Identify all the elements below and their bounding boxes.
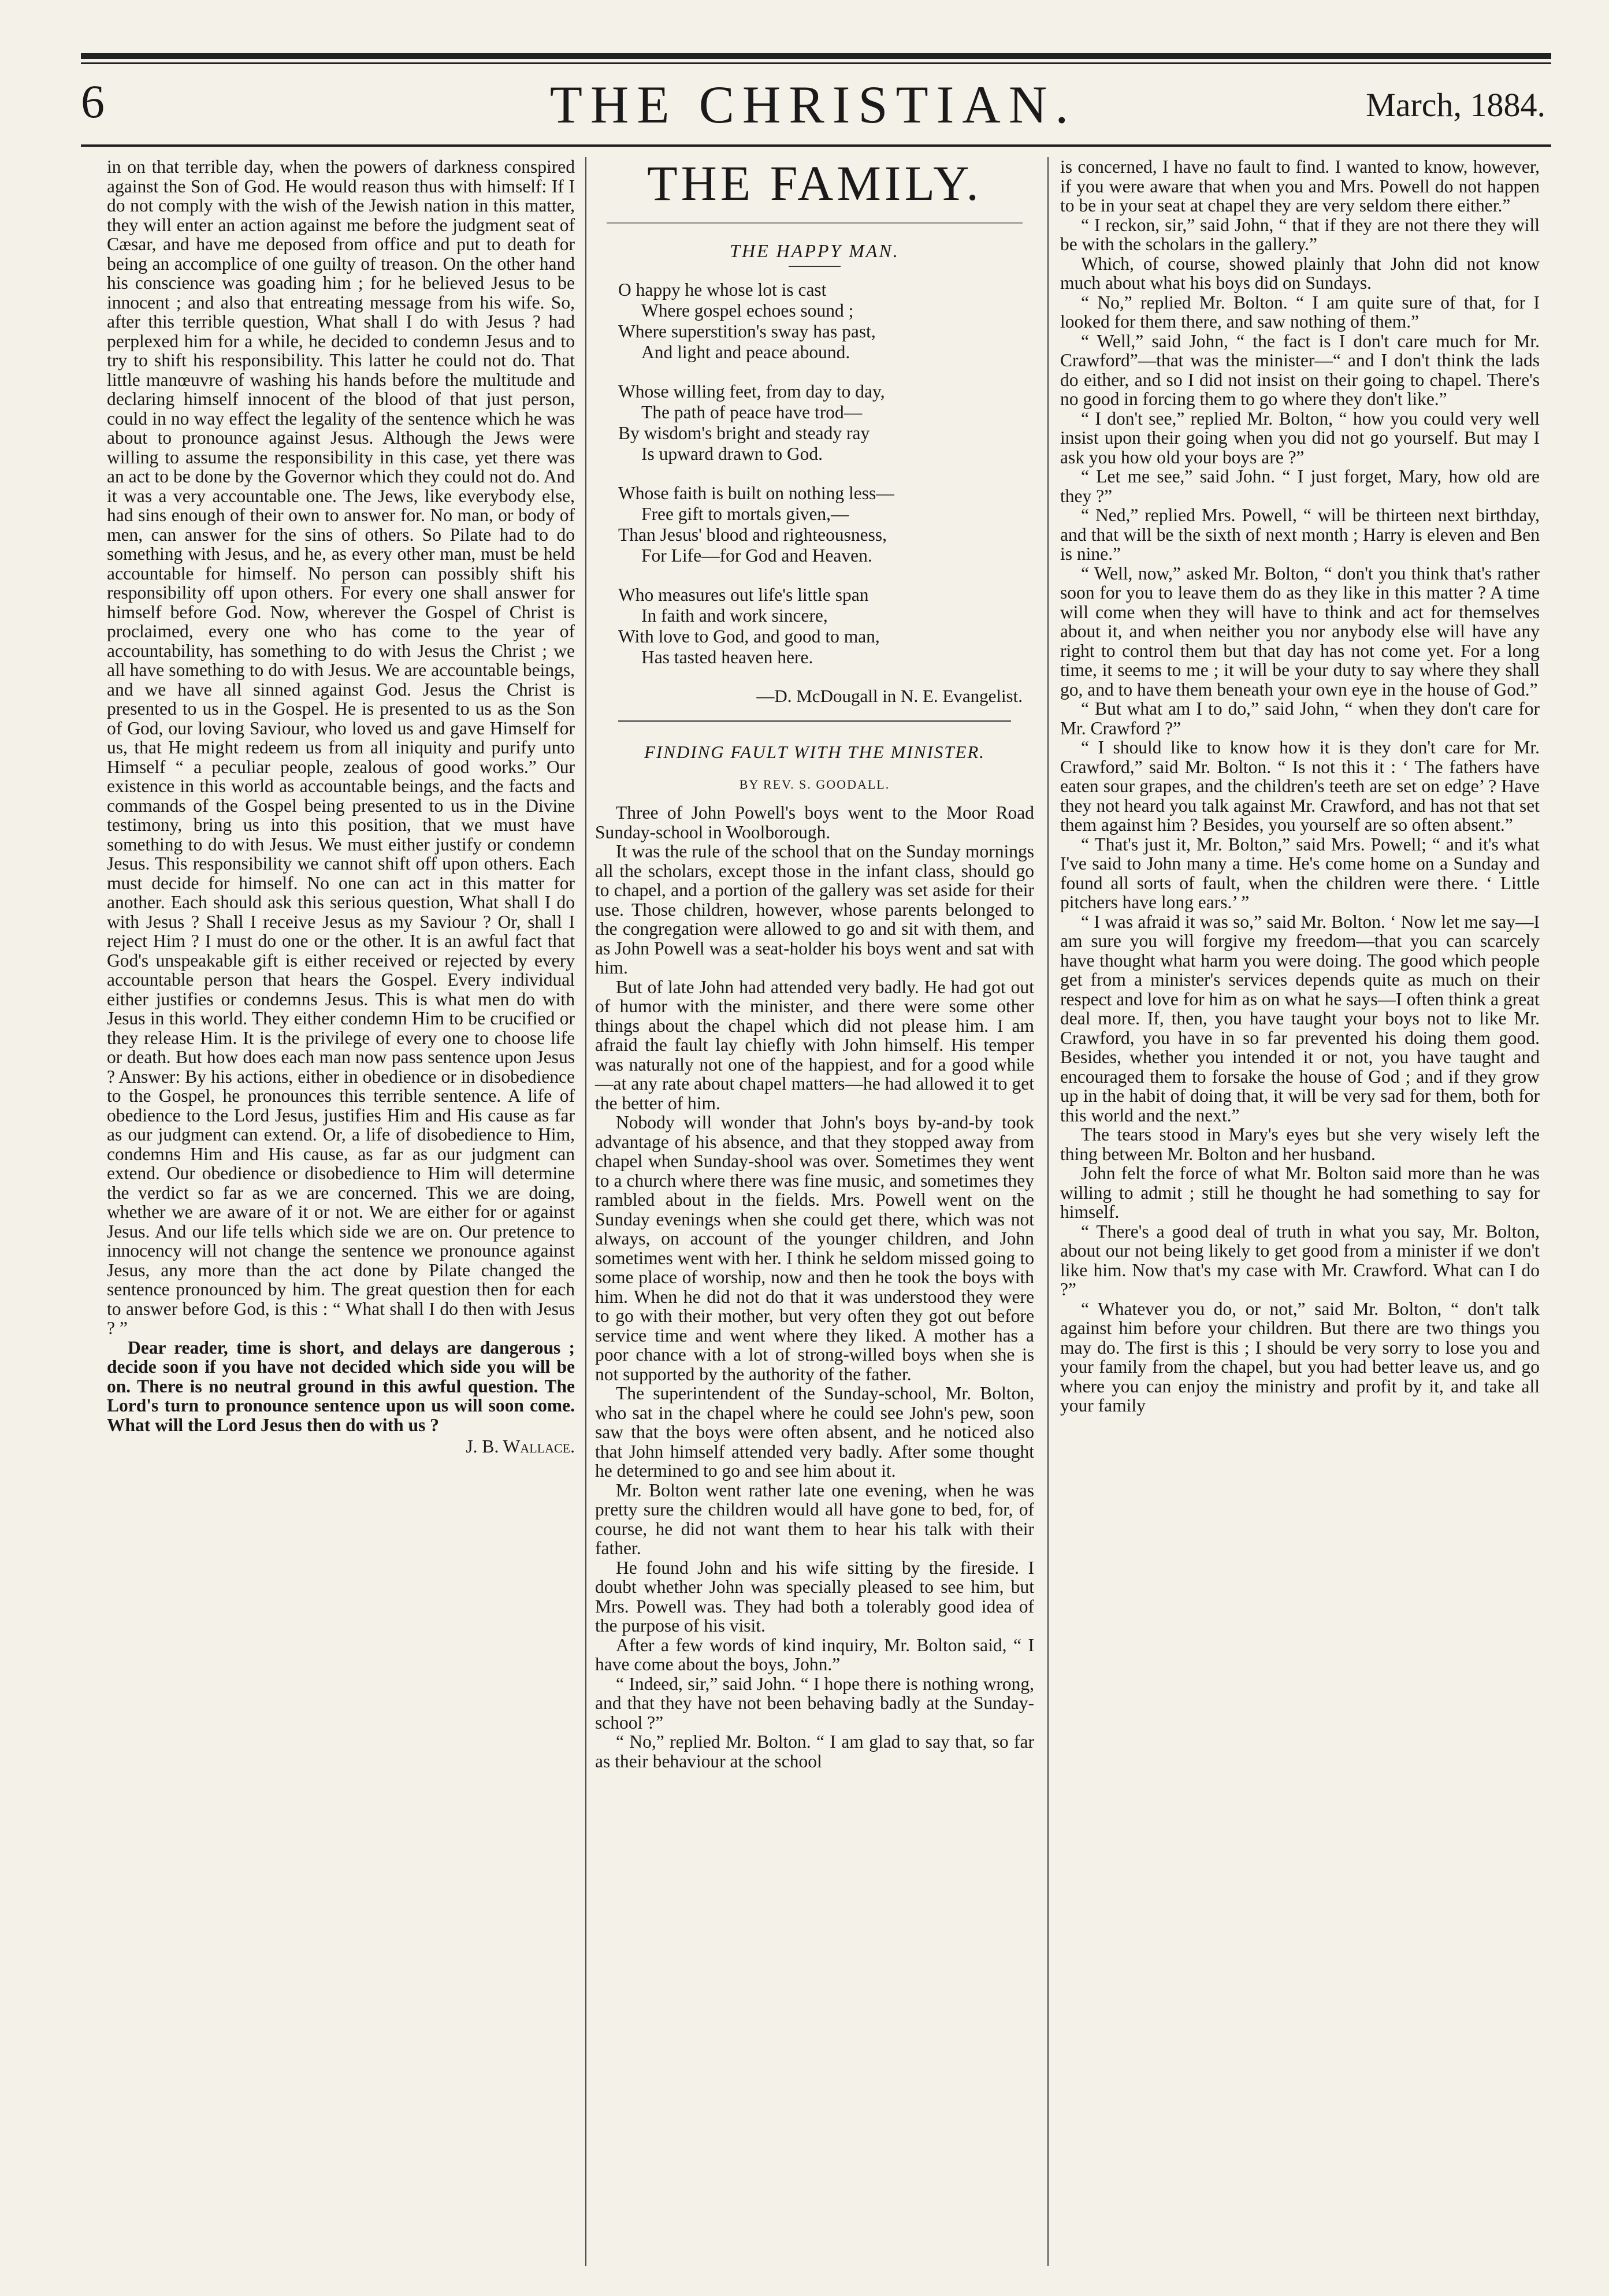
poem-attribution: —D. McDougall in N. E. Evangelist. (756, 685, 1023, 706)
poem-line: By wisdom's bright and steady ray (618, 422, 870, 443)
top-rule (81, 53, 1551, 59)
column-divider (1047, 157, 1049, 2266)
section-rule (607, 222, 1023, 224)
body-paragraph: “ I should like to know how it is they don't care for Mr. Crawford,” said Mr. Bolton. “ Is not this it : ‘ The fathers have eaten sour grapes, and the children's teeth are set on edge’ ? Have they not heard you talk against Mr. Crawford, and has not that set them against him ? Besides, you yourself are so often absent.” (1060, 737, 1540, 835)
poem-line: And light and peace abound. (641, 341, 850, 362)
poem-line: Than Jesus' blood and righteousness, (618, 524, 887, 545)
body-paragraph: The tears stood in Mary's eyes but she very wisely left the thing between Mr. Bolton and her husband. (1060, 1124, 1540, 1164)
body-paragraph: It was the rule of the school that on the Sunday mornings all the scholars, except those in the infant class, should go to chapel, and a portion of the gallery was set aside for their use. Those children, however, whose parents belonged to the congregation were allowed to go and sit with them, and as John Powell was a seat-holder his boys went and sat with him. (595, 841, 1034, 978)
poem-line: Who measures out life's little span (618, 584, 869, 605)
body-paragraph: Three of John Powell's boys went to the Moor Road Sunday-school in Woolborough. (595, 803, 1034, 842)
top-rule-thin (81, 62, 1551, 64)
page-number: 6 (81, 75, 105, 128)
body-paragraph: “ No,” replied Mr. Bolton. “ I am glad to say that, so far as their behaviour at the school (595, 1732, 1034, 1771)
body-paragraph: But of late John had attended very badly. He had got out of humor with the minister, and there were some other things about the chapel which did not please him. I am afraid the fault lay chiefly with John himself. His temper was naturally not one of the happiest, and for a good while—at any rate about chapel matters—he had allowed it to get the better of him. (595, 976, 1034, 1113)
column-1 (107, 157, 575, 1457)
poem-line: The path of peace have trod— (641, 402, 863, 422)
body-paragraph: “ Well, now,” asked Mr. Bolton, “ don't you think that's rather soon for you to leave them do as they like in this matter ? A time will come when they will have to think and act for themselves about it, and when neither you nor anybody else will have any right to control them but that day has not come yet. For a long time, it seems to me ; it will be your duty to say where they shall go, and to have them beneath your own eye in the house of God.” (1060, 563, 1540, 700)
body-paragraph: Mr. Bolton went rather late one evening, when he was pretty sure the children would all have gone to bed, for, of course, he did not want them to hear his talk with their father. (595, 1480, 1034, 1559)
poem-line: Has tasted heaven here. (641, 647, 813, 667)
article-title: FINDING FAULT WITH THE MINISTER. (644, 742, 986, 763)
body-paragraph: in on that terrible day, when the powers of darkness conspired against the Son of God. He would reason thus with himself: If I do not comply with the wish of the Jewish nation in this matter, they will enter an action against me before the judgment seat of Cæsar, and have me deposed from office and put to death for being an accomplice of one guilty of treason. On the other hand his conscience was goading him ; for he believed Jesus to be innocent ; and also that entreating message from his wife. So, after this terrible question, What shall I do with Jesus ? had perplexed him for a while, he decided to condemn Jesus and to try to shift his responsibility. This latter he could not do. That little manœuvre of washing his hands before the multitude and declaring himself innocent of the blood of that just person, could in no way effect the legality of the sentence which he was about to pronounce against Jesus. Although the Jews were willing to assume the responsibility in this case, yet there was an act to be done by the Governor which they could not do. And it was a very accountable one. The Jews, like everybody else, had sins enough of their own to answer for. No man, or body of men, can answer for the sins of others. So Pilate had to do something with Jesus, and he, as every other man, must be held accountable for himself. No person can possibly shift his responsibility off upon others. For every one shall answer for himself before God. Now, wherever the Gospel of Christ is proclaimed, every one who has come to the year of accountability, has something to do with Jesus the Christ ; we all have something to do with Jesus. We are accountable beings, and we have all sinned against God. Jesus the Christ is presented to us in the Gospel. He is presented to us as the Son of God, our loving Saviour, who loved us and gave Himself for us, that He might redeem us from all iniquity and purify unto Himself “ a peculiar people, zealous of good works.” Our existence in this world as accountable beings, and the facts and commands of the Gospel being presented to us in the Divine testimony, bring us into this position, that we must have something to do with Jesus. We must either justify or condemn Jesus. This responsibility we cannot shift off upon others. Each must decide for himself. No one can act in this matter for another. Each should ask this serious question, What shall I do with Jesus ? Shall I receive Jesus as my Saviour ? Or, shall I reject Him ? I must do one or the other. It is an awful fact that God's unspeakable gift is either received or rejected by every accountable person that hears the Gospel. Every individual either justifies or condemns Jesus. This is what men do with Jesus in this world. They either condemn Him to be crucified or they release Him. It is the privilege of every one to choose life or death. But how does each man now pass sentence upon Jesus ? Answer: By his actions, either in obedience or in disobedience to the Gospel, he pronounces this terrible sentence. A life of obedience to the Lord Jesus, justifies Him and His cause as far as our judgment can extend. Or, a life of disobedience to Him, condemns Him and His cause, as far as our judgment can extend. Our obedience or disobedience to Him will determine the verdict so far as we are concerned. This we are doing, whether we are aware of it or not. We are either for or against Jesus. And our life tells which side we are on. Our pretence to innocency will not change the sentence we pronounce against Jesus, any more than the act done by Pilate changed the sentence pronounced by him. The great question then for each to answer before God, is this : “ What shall I do then with Jesus ? ” (107, 157, 575, 1338)
poem-line: Is upward drawn to God. (641, 443, 823, 464)
body-paragraph: Which, of course, showed plainly that John did not know much about what his boys did on Sundays. (1060, 253, 1540, 293)
header-rule (81, 144, 1551, 147)
article-divider (618, 720, 1011, 722)
poem-line: Free gift to mortals given,— (641, 503, 849, 524)
poem-line: For Life—for God and Heaven. (641, 545, 872, 566)
poem-line: Where superstition's sway has past, (618, 321, 876, 341)
column-2 (595, 157, 1034, 1771)
section-title: THE FAMILY. (647, 155, 982, 211)
poem-line: In faith and work sincere, (641, 605, 828, 626)
body-paragraph: is concerned, I have no fault to find. I wanted to know, however, if you were aware that when you and Mrs. Powell do not happen to be in your seat at chapel they are very seldom there either.” (1060, 157, 1540, 216)
body-paragraph: “ That's just it, Mr. Bolton,” said Mrs. Powell; “ and it's what I've said to John many a time. He's come home on a Sunday and found all sorts of fault, when the children were there. ‘ Little pitchers have long ears.’ ” (1060, 834, 1540, 912)
column-3 (1060, 157, 1540, 1416)
body-paragraph: “ Let me see,” said John. “ I just forget, Mary, how old are they ?” (1060, 466, 1540, 506)
body-paragraph: “ But what am I to do,” said John, “ when they don't care for Mr. Crawford ?” (1060, 699, 1540, 738)
poem-line: Where gospel echoes sound ; (641, 300, 854, 321)
body-paragraph: “ There's a good deal of truth in what you say, Mr. Bolton, about our not being likely to get good from a minister if we don't like him. Now that's my case with Mr. Crawford. What can I do ?” (1060, 1221, 1540, 1299)
masthead-title: THE CHRISTIAN. (549, 75, 1077, 134)
poem-stanza (618, 280, 1034, 363)
poem-line: With love to God, and good to man, (618, 626, 880, 647)
poem-stanza (618, 585, 1034, 668)
body-paragraph: “ Indeed, sir,” said John. “ I hope there is nothing wrong, and that they have not been behaving badly at the Sunday-school ?” (595, 1673, 1034, 1733)
issue-date: March, 1884. (1366, 86, 1545, 124)
article-byline: BY REV. S. GOODALL. (739, 777, 890, 792)
body-paragraph: “ No,” replied Mr. Bolton. “ I am quite sure of that, for I looked for them there, and saw nothing of them.” (1060, 292, 1540, 332)
body-paragraph: “ I don't see,” replied Mr. Bolton, “ how you could very well insist upon their going when you did not go yourself. But may I ask you how old your boys are ?” (1060, 408, 1540, 467)
author-signature: J. B. Wallace. (466, 1436, 575, 1457)
poem-title: THE HAPPY MAN. (730, 240, 900, 262)
page-header (81, 75, 1545, 142)
poem-line: O happy he whose lot is cast (618, 279, 827, 300)
poem-line: Whose faith is built on nothing less— (618, 482, 894, 503)
body-paragraph: “ I was afraid it was so,” said Mr. Bolton. ‘ Now let me say—I am sure you will forgive my freedom—that you can scarcely have thought what harm you were doing. The good which people get from a minister's services depends quite as much on their respect and love for him as on what he says—I often think a great deal more. If, then, you have taught your boys not to like Mr. Crawford, you have in so far prevented his doing them good. Besides, whether you intended it or not, you have taught and encouraged them to forsake the house of God ; and if they grow up in the habit of doing that, it will be very sad for them, both for this world and the next.” (1060, 911, 1540, 1125)
body-paragraph: After a few words of kind inquiry, Mr. Bolton said, “ I have come about the boys, John.” (595, 1634, 1034, 1675)
poem-stanza (618, 483, 1034, 566)
closing-paragraph: Dear reader, time is short, and delays are dangerous ; decide soon if you have not decided which side you will be on. There is no neutral ground in this awful question. The Lord's turn to pronounce sentence upon us will soon come. What will the Lord Jesus then do with us ? (107, 1337, 575, 1435)
body-paragraph: The superintendent of the Sunday-school, Mr. Bolton, who sat in the chapel where he could see John's pew, soon saw that the boys were often absent, and he noticed also that John himself attended very badly. After some thought he determined to go and see him about it. (595, 1383, 1034, 1481)
body-paragraph: Nobody will wonder that John's boys by-and-by took advantage of his absence, and that they stopped away from chapel when Sunday-shool was over. Sometimes they went to a church where there was fine music, and sometimes they rambled about in the fields. Mrs. Powell went on the Sunday evenings when she could get there, which was not always, on account of the younger children, and John sometimes went with her. I think he seldom missed going to some place of worship, now and then he took the boys with him. When he did not do that it was understood they were to go with their mother, but very often they got out before service time and went where they liked. A mother has a poor chance with a lot of strong-willed boys when she is not supported by the authority of the father. (595, 1112, 1034, 1384)
poem-line: Whose willing feet, from day to day, (618, 381, 885, 402)
body-paragraph: “ Ned,” replied Mrs. Powell, “ will be thirteen next birthday, and that will be the sixth of next month ; Harry is eleven and Ben is nine.” (1060, 505, 1540, 564)
body-paragraph: John felt the force of what Mr. Bolton said more than he was willing to admit ; still he thought he had something to say for himself. (1060, 1163, 1540, 1222)
body-paragraph: He found John and his wife sitting by the fireside. I doubt whether John was specially pleased to see him, but Mrs. Powell was. They had both a tolerably good idea of the purpose of his visit. (595, 1557, 1034, 1636)
body-paragraph: “ Whatever you do, or not,” said Mr. Bolton, “ don't talk against him before your children. But there are two things you may do. The first is this ; I should be very sorry to lose you and your family from the chapel, but you had better leave us, and go where you can enjoy the ministry and profit by it, and take all your family (1060, 1298, 1540, 1416)
poem-stanza (618, 381, 1034, 465)
body-paragraph: “ I reckon, sir,” said John, “ that if they are not there they will be with the scholars in the gallery.” (1060, 214, 1540, 254)
poem-title-rule (789, 266, 841, 267)
column-divider (585, 157, 586, 2266)
body-paragraph: “ Well,” said John, “ the fact is I don't care much for Mr. Crawford”—that was the minister—“ and I don't think the lads do either, and so I did not insist on their going to chapel. There's no good in forcing them to go where they don't like.” (1060, 330, 1540, 409)
